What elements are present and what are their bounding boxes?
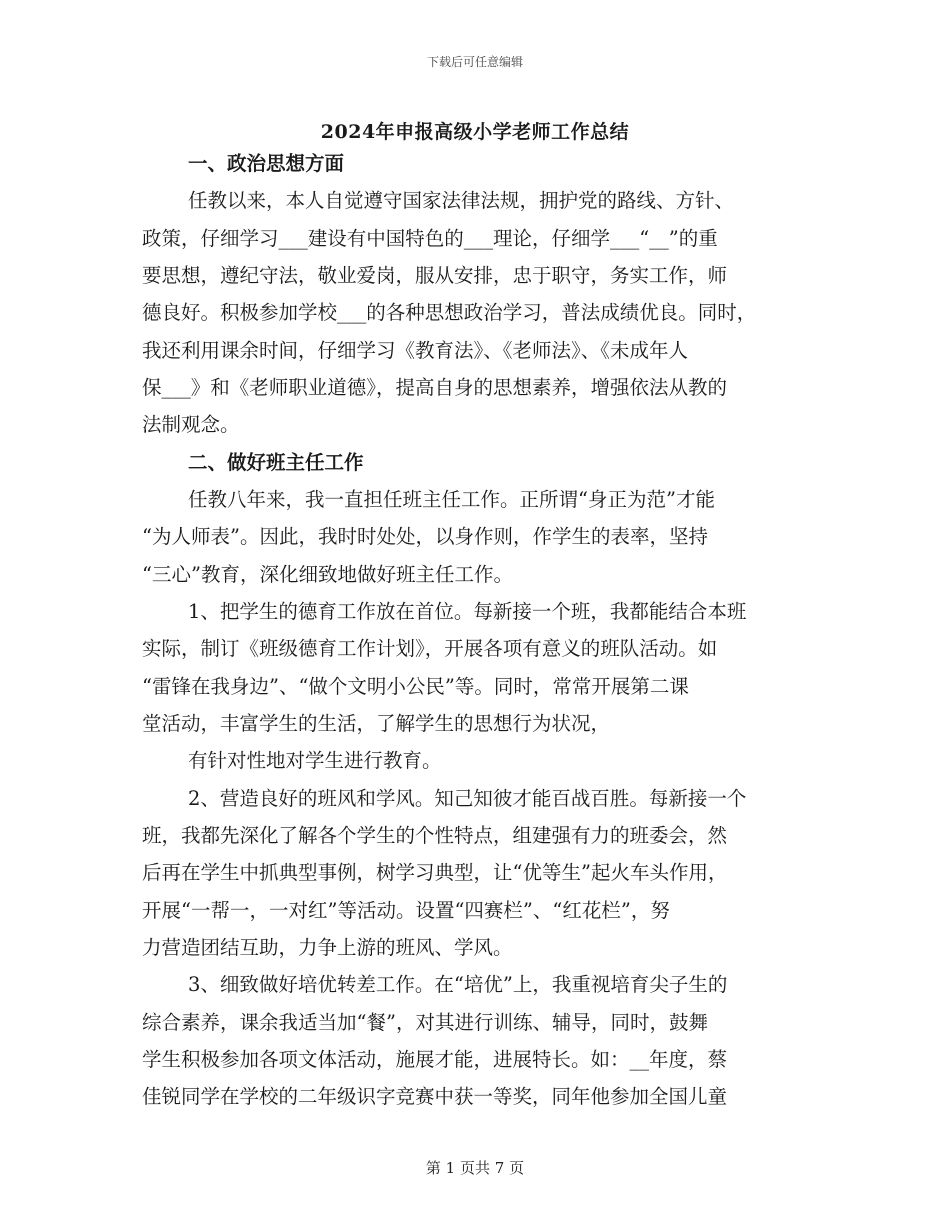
section-heading: 二、做好班主任工作 — [188, 451, 364, 474]
document-title: 2024年申报高级小学老师工作总结 — [320, 121, 630, 143]
paragraph-line: 3、细致做好培优转差工作。在“培优”上，我重视培育尖子生的 — [188, 973, 728, 996]
paragraph-line: 佳锐同学在学校的二年级识字竞赛中获一等奖，同年他参加全国儿童 — [142, 1085, 728, 1108]
paragraph-line: 开展“一帮一，一对红”等活动。设置“四赛栏”、“红花栏”，努 — [142, 899, 670, 922]
paragraph-line: 后再在学生中抓典型事例，树学习典型，让“优等生”起火车头作用， — [142, 861, 728, 884]
paragraph-line: 任教以来，本人自觉遵守国家法律法规，拥护党的路线、方针、 — [188, 189, 735, 212]
paragraph-line: 学生积极参加各项文体活动，施展才能，进展特长。如：__年度，蔡 — [142, 1048, 728, 1071]
paragraph-line: 法制观念。 — [142, 413, 240, 436]
page-number: 第 1 页共 7 页 — [425, 1159, 525, 1177]
section-heading: 一、政治思想方面 — [188, 152, 345, 175]
paragraph-line: 德良好。积极参加学校___的各种思想政治学习，普法成绩优良。同时， — [142, 301, 757, 324]
paragraph-line: 有针对性地对学生进行教育。 — [188, 749, 442, 772]
paragraph-line: 我还利用课余时间，仔细学习《教育法》、《老师法》、《未成年人 — [142, 339, 689, 362]
page-header-note: 下载后可任意编辑 — [426, 55, 523, 69]
paragraph-line: 1、把学生的德育工作放在首位。每新接一个班，我都能结合本班 — [188, 600, 747, 623]
paragraph-line: 要思想，遵纪守法，敬业爱岗，服从安排，忠于职守，务实工作，师 — [142, 264, 728, 287]
paragraph-line: “三心”教育，深化细致地做好班主任工作。 — [142, 563, 513, 586]
paragraph-line: 力营造团结互助，力争上游的班风、学风。 — [142, 936, 513, 959]
paragraph-line: 实际，制订《班级德育工作计划》，开展各项有意义的班队活动。如 — [142, 637, 718, 660]
paragraph-line: 综合素养，课余我适当加“餐”，对其进行训练、辅导，同时，鼓舞 — [142, 1011, 708, 1034]
paragraph-line: 政策，仔细学习___建设有中国特色的___理论，仔细学___“__”的重 — [142, 227, 718, 250]
paragraph-line: 任教八年来，我一直担任班主任工作。正所谓“身正为范”才能 — [188, 488, 715, 511]
paragraph-line: “雷锋在我身边”、“做个文明小公民”等。同时，常常开展第二课 — [142, 675, 689, 698]
paragraph-line: 堂活动，丰富学生的生活，了解学生的思想行为状况， — [142, 712, 611, 735]
paragraph-line: 班，我都先深化了解各个学生的个性特点，组建强有力的班委会，然 — [142, 824, 728, 847]
paragraph-line: 2、营造良好的班风和学风。知己知彼才能百战百胜。每新接一个 — [188, 787, 747, 810]
paragraph-line: “为人师表”。因此，我时时处处，以身作则，作学生的表率，坚持 — [142, 525, 708, 548]
paragraph-line: 保___》和《老师职业道德》，提高自身的思想素养，增强依法从教的 — [142, 376, 728, 399]
